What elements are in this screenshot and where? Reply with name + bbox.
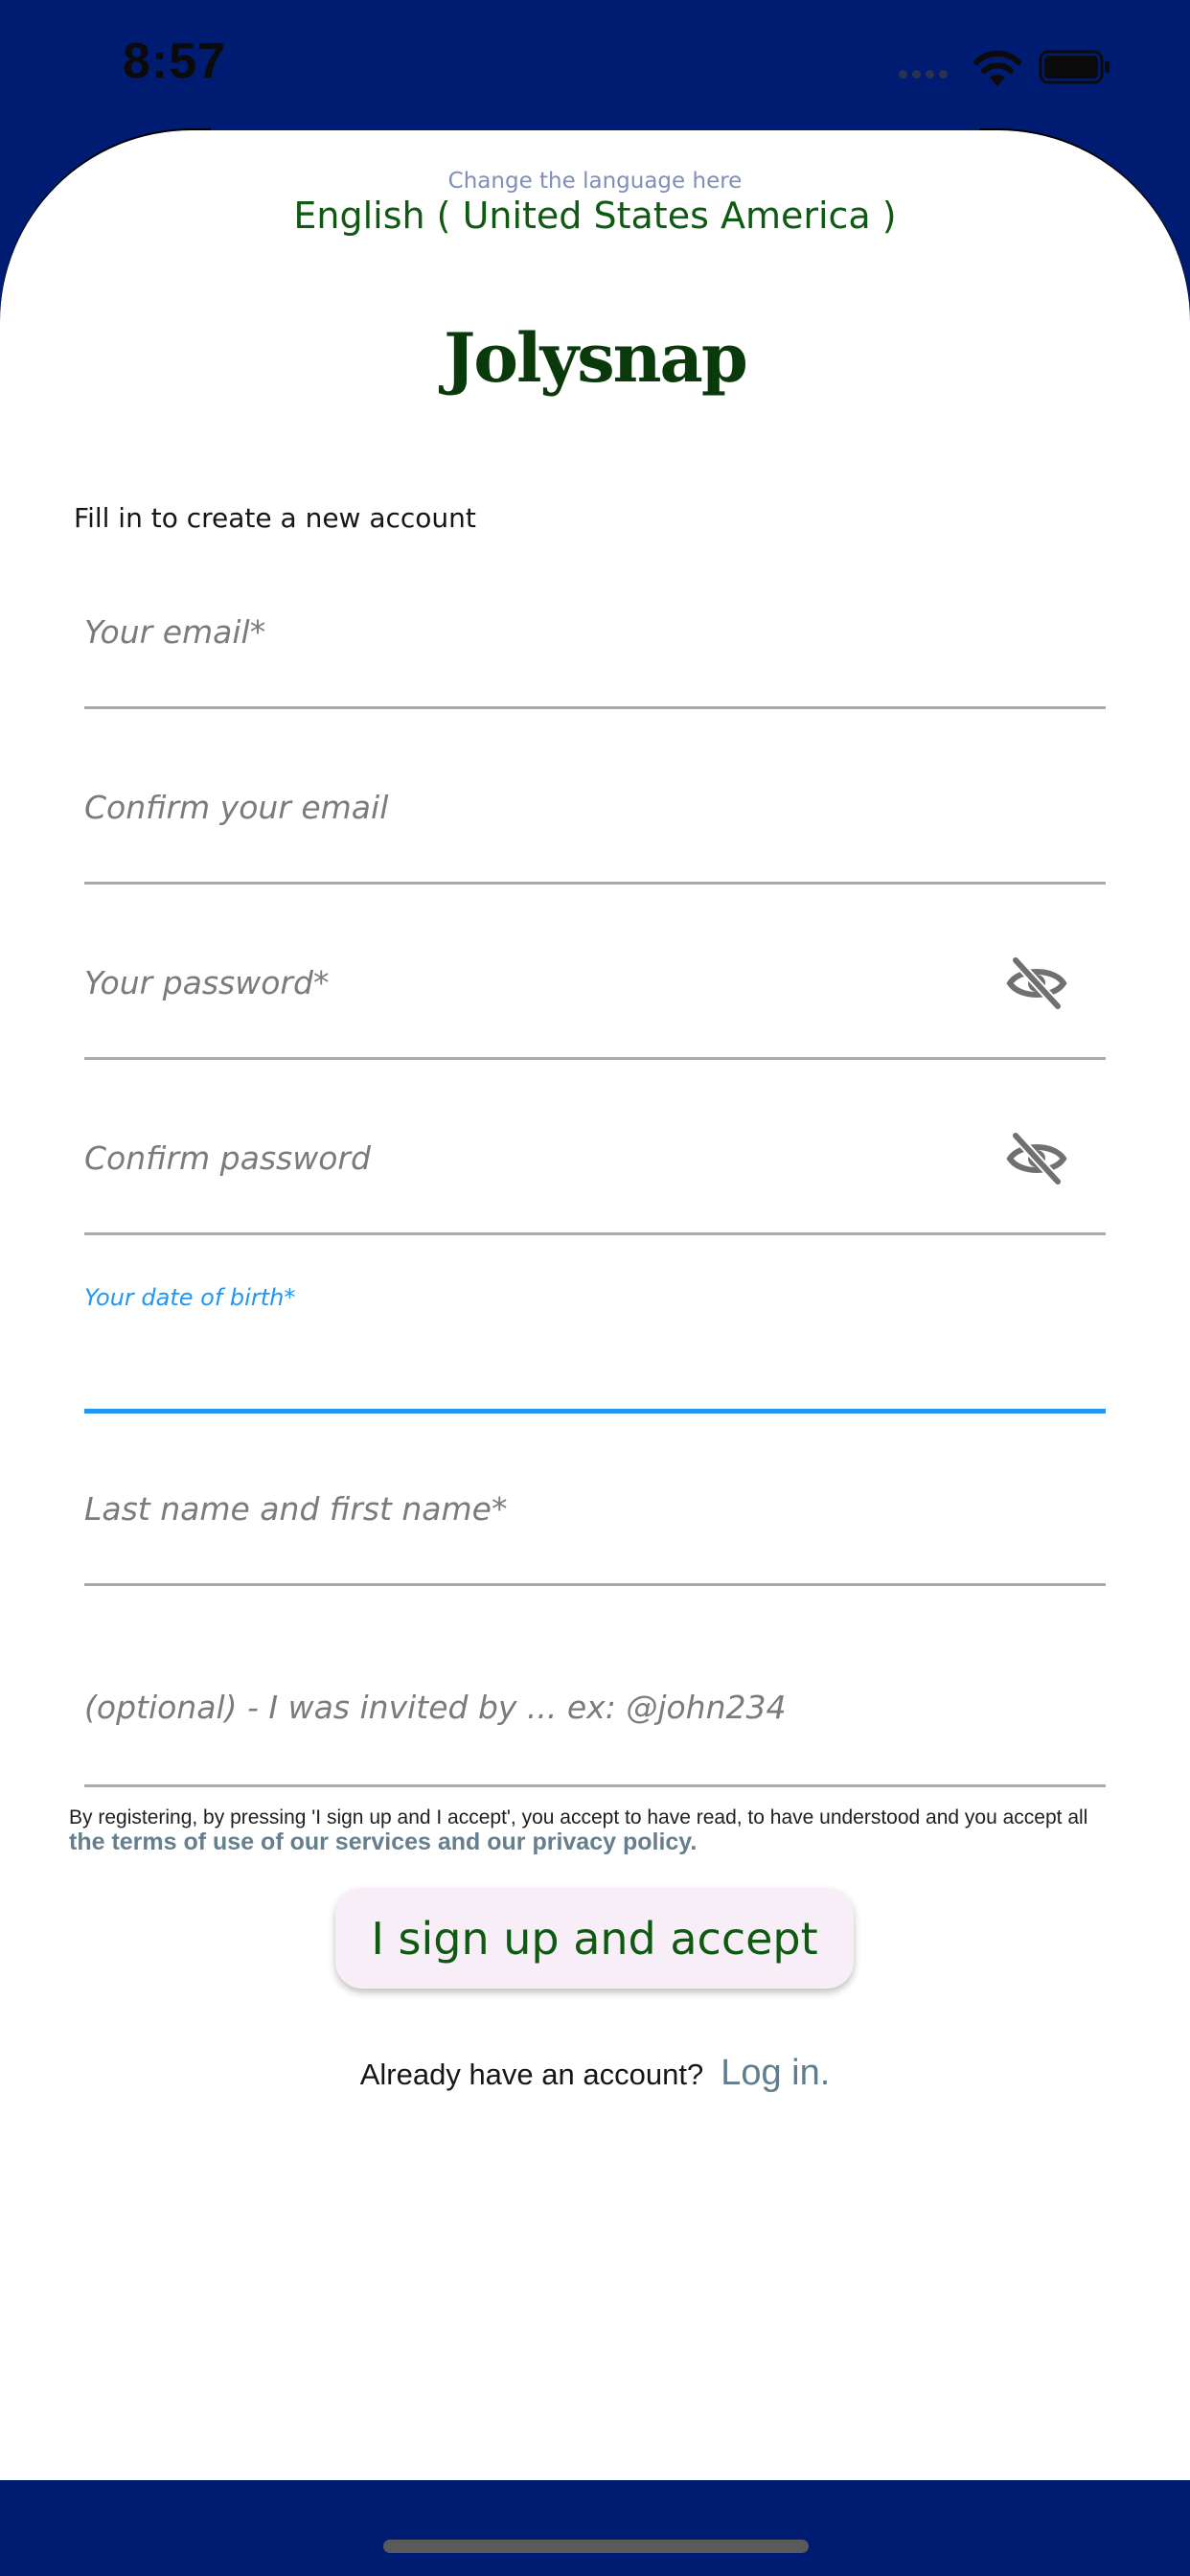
status-time: 8:57 bbox=[123, 34, 227, 89]
app-logo-title: Jolysnap bbox=[444, 318, 746, 398]
password-placeholder: Your password* bbox=[84, 964, 330, 1001]
terms-notice: By registering, by pressing 'I sign up and I accept', you accept to have read, to have understood and you accept all bbox=[69, 1806, 1088, 1828]
cellular-signal-icon bbox=[899, 70, 948, 79]
bottom-bar bbox=[0, 2480, 1190, 2576]
date-of-birth-field[interactable] bbox=[84, 1284, 1106, 1414]
email-placeholder: Your email* bbox=[84, 613, 266, 651]
invited-by-placeholder: (optional) - I was invited by ... ex: @john234 bbox=[84, 1689, 787, 1726]
confirm-password-placeholder: Confirm password bbox=[84, 1139, 371, 1177]
signup-button[interactable]: I sign up and accept bbox=[335, 1888, 854, 1989]
password-field[interactable] bbox=[84, 945, 1106, 1060]
invited-by-field[interactable] bbox=[84, 1674, 1106, 1787]
confirm-password-visibility-off-icon[interactable] bbox=[1006, 1128, 1067, 1189]
confirm-email-field[interactable] bbox=[84, 770, 1106, 885]
wifi-icon bbox=[970, 48, 1025, 88]
date-of-birth-label: Your date of birth* bbox=[84, 1284, 296, 1311]
status-bar bbox=[0, 0, 1190, 134]
confirm-email-placeholder: Confirm your email bbox=[84, 789, 389, 826]
form-intro: Fill in to create a new account bbox=[74, 502, 476, 534]
login-prompt: Already have an account? bbox=[359, 2058, 704, 2091]
home-indicator[interactable] bbox=[383, 2540, 809, 2553]
login-row bbox=[0, 2053, 1190, 2094]
terms-link[interactable]: the terms of use of our services and our privacy policy. bbox=[69, 1828, 698, 1855]
language-selector[interactable]: English ( United States America ) bbox=[293, 195, 897, 237]
confirm-password-field[interactable] bbox=[84, 1120, 1106, 1235]
password-visibility-off-icon[interactable] bbox=[1006, 953, 1067, 1014]
login-link[interactable]: Log in. bbox=[721, 2053, 831, 2093]
full-name-field[interactable] bbox=[84, 1471, 1106, 1586]
language-hint: Change the language here bbox=[447, 169, 743, 194]
email-field[interactable] bbox=[84, 594, 1106, 709]
full-name-placeholder: Last name and first name* bbox=[84, 1490, 508, 1528]
battery-icon bbox=[1039, 50, 1111, 84]
